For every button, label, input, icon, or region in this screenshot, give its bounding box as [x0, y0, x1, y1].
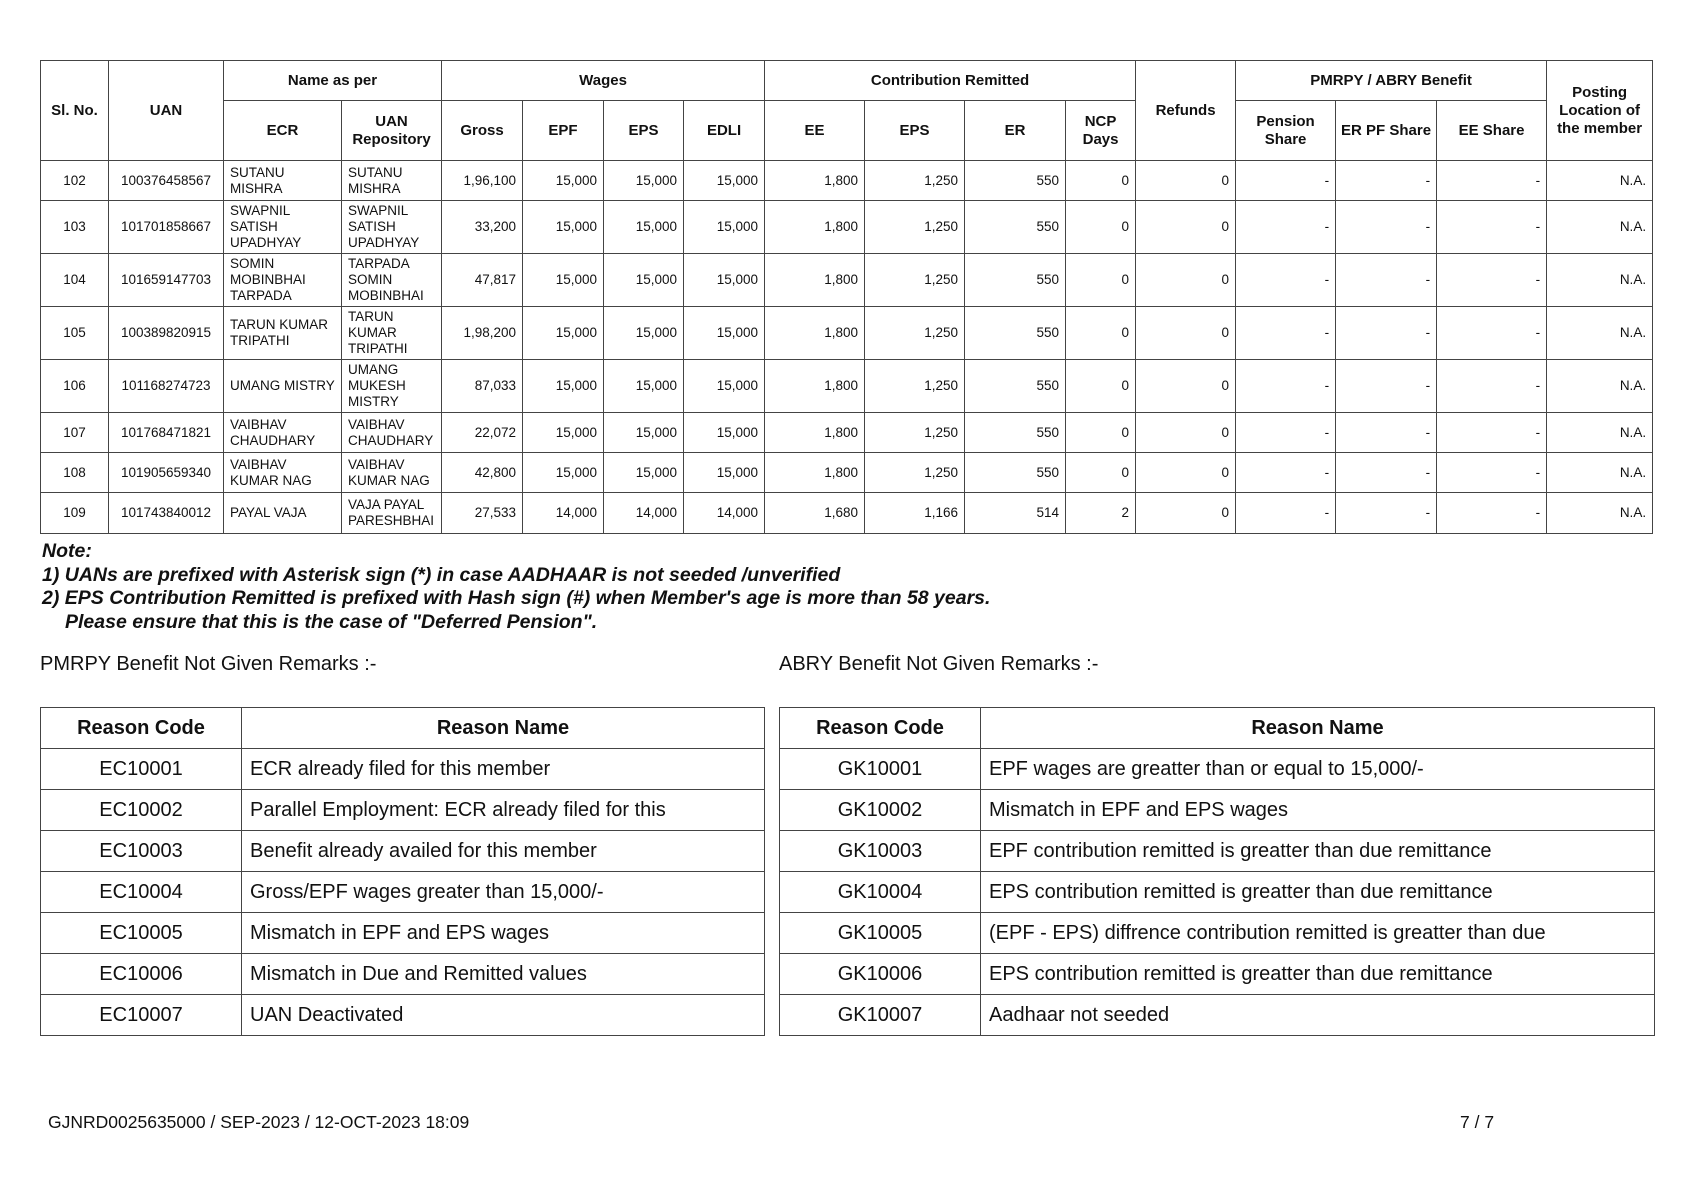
cell-refunds: 0	[1136, 413, 1236, 453]
cell-reason-name: EPS contribution remitted is greatter than due remittance	[981, 872, 1655, 913]
cell-gross: 42,800	[442, 453, 523, 493]
header-pension-share: Pension Share	[1236, 101, 1336, 161]
table-row	[41, 872, 765, 913]
cell-epf-wages: 15,000	[523, 307, 604, 360]
table-row	[41, 749, 765, 790]
cell-edli-wages: 15,000	[684, 161, 765, 201]
cell-posting-location: N.A.	[1547, 161, 1653, 201]
header-er: ER	[965, 101, 1066, 161]
cell-uan: 101768471821	[109, 413, 224, 453]
cell-er-pf-share: -	[1336, 201, 1437, 254]
cell-epf-wages: 15,000	[523, 413, 604, 453]
table-row	[41, 161, 1653, 201]
cell-er-pf-share: -	[1336, 161, 1437, 201]
cell-reason-name: EPF wages are greatter than or equal to 15,000/-	[981, 749, 1655, 790]
header-pmrpy-abry-benefit: PMRPY / ABRY Benefit	[1236, 61, 1547, 101]
cell-reason-name: EPF contribution remitted is greatter than due remittance	[981, 831, 1655, 872]
cell-pension-share: -	[1236, 413, 1336, 453]
header-uan-repository: UAN Repository	[342, 101, 442, 161]
table-row	[41, 913, 765, 954]
cell-edli-wages: 15,000	[684, 201, 765, 254]
cell-ee-share: -	[1437, 161, 1547, 201]
cell-pension-share: -	[1236, 201, 1336, 254]
cell-reason-code: GK10005	[780, 913, 981, 954]
cell-posting-location: N.A.	[1547, 493, 1653, 534]
abry-reason-table	[779, 707, 1655, 1036]
cell-er: 550	[965, 201, 1066, 254]
cell-name-ecr: SOMIN MOBINBHAI TARPADA	[224, 254, 342, 307]
header-name-as-per: Name as per	[224, 61, 442, 101]
cell-name-ecr: PAYAL VAJA	[224, 493, 342, 534]
cell-reason-code: EC10006	[41, 954, 242, 995]
cell-ee-share: -	[1437, 254, 1547, 307]
cell-er-pf-share: -	[1336, 493, 1437, 534]
header-gross: Gross	[442, 101, 523, 161]
cell-reason-code: GK10002	[780, 790, 981, 831]
header-eps-contribution: EPS	[865, 101, 965, 161]
header-eps-wages: EPS	[604, 101, 684, 161]
cell-ee: 1,800	[765, 307, 865, 360]
cell-eps-contribution: 1,250	[865, 307, 965, 360]
cell-sl-no: 108	[41, 453, 109, 493]
cell-refunds: 0	[1136, 493, 1236, 534]
cell-edli-wages: 15,000	[684, 413, 765, 453]
cell-ee: 1,800	[765, 201, 865, 254]
cell-eps-wages: 15,000	[604, 307, 684, 360]
cell-posting-location: N.A.	[1547, 201, 1653, 254]
table-row	[780, 831, 1655, 872]
cell-reason-name: ECR already filed for this member	[242, 749, 765, 790]
cell-refunds: 0	[1136, 254, 1236, 307]
cell-ncp-days: 2	[1066, 493, 1136, 534]
cell-name-uan-repository: VAJA PAYAL PARESHBHAI	[342, 493, 442, 534]
notes-section	[42, 540, 990, 634]
cell-reason-name: EPS contribution remitted is greatter than due remittance	[981, 954, 1655, 995]
cell-uan: 100389820915	[109, 307, 224, 360]
header-reason-code: Reason Code	[41, 708, 242, 749]
page-number: 7 / 7	[1460, 1112, 1495, 1132]
header-refunds: Refunds	[1136, 61, 1236, 161]
cell-ee-share: -	[1437, 201, 1547, 254]
cell-eps-wages: 15,000	[604, 413, 684, 453]
table-header-row	[41, 708, 765, 749]
cell-eps-contribution: 1,250	[865, 360, 965, 413]
table-row	[780, 872, 1655, 913]
cell-name-ecr: SWAPNIL SATISH UPADHYAY	[224, 201, 342, 254]
cell-er: 550	[965, 360, 1066, 413]
cell-epf-wages: 15,000	[523, 201, 604, 254]
header-reason-code: Reason Code	[780, 708, 981, 749]
pmrpy-reason-table	[40, 707, 765, 1036]
table-row	[780, 995, 1655, 1036]
cell-reason-name: Aadhaar not seeded	[981, 995, 1655, 1036]
cell-edli-wages: 14,000	[684, 493, 765, 534]
cell-ee-share: -	[1437, 413, 1547, 453]
cell-reason-name: Mismatch in Due and Remitted values	[242, 954, 765, 995]
cell-ee-share: -	[1437, 493, 1547, 534]
cell-ee: 1,800	[765, 254, 865, 307]
cell-name-ecr: VAIBHAV CHAUDHARY	[224, 413, 342, 453]
cell-ncp-days: 0	[1066, 360, 1136, 413]
cell-posting-location: N.A.	[1547, 307, 1653, 360]
cell-pension-share: -	[1236, 161, 1336, 201]
table-row	[41, 254, 1653, 307]
table-row	[41, 413, 1653, 453]
cell-pension-share: -	[1236, 360, 1336, 413]
table-row	[41, 201, 1653, 254]
cell-gross: 1,96,100	[442, 161, 523, 201]
cell-sl-no: 104	[41, 254, 109, 307]
table-row	[41, 790, 765, 831]
cell-er: 550	[965, 307, 1066, 360]
cell-refunds: 0	[1136, 453, 1236, 493]
cell-ncp-days: 0	[1066, 307, 1136, 360]
cell-edli-wages: 15,000	[684, 360, 765, 413]
cell-refunds: 0	[1136, 307, 1236, 360]
cell-eps-wages: 14,000	[604, 493, 684, 534]
cell-ee: 1,680	[765, 493, 865, 534]
cell-reason-name: UAN Deactivated	[242, 995, 765, 1036]
cell-sl-no: 109	[41, 493, 109, 534]
cell-uan: 101701858667	[109, 201, 224, 254]
cell-uan: 101905659340	[109, 453, 224, 493]
cell-ee: 1,800	[765, 161, 865, 201]
cell-posting-location: N.A.	[1547, 360, 1653, 413]
cell-epf-wages: 15,000	[523, 360, 604, 413]
header-uan: UAN	[109, 61, 224, 161]
cell-sl-no: 107	[41, 413, 109, 453]
cell-ee: 1,800	[765, 453, 865, 493]
table-header-row	[780, 708, 1655, 749]
cell-epf-wages: 15,000	[523, 161, 604, 201]
cell-posting-location: N.A.	[1547, 453, 1653, 493]
table-row	[780, 913, 1655, 954]
cell-reason-name: Gross/EPF wages greater than 15,000/-	[242, 872, 765, 913]
table-row	[780, 749, 1655, 790]
cell-name-ecr: UMANG MISTRY	[224, 360, 342, 413]
cell-reason-name: Mismatch in EPF and EPS wages	[981, 790, 1655, 831]
cell-ncp-days: 0	[1066, 453, 1136, 493]
cell-reason-name: (EPF - EPS) diffrence contribution remitted is greatter than due	[981, 913, 1655, 954]
header-sl-no: Sl. No.	[41, 61, 109, 161]
pmrpy-remarks-label: PMRPY Benefit Not Given Remarks :-	[40, 653, 377, 675]
cell-er-pf-share: -	[1336, 254, 1437, 307]
table-row	[780, 954, 1655, 995]
cell-reason-code: EC10001	[41, 749, 242, 790]
cell-ee: 1,800	[765, 360, 865, 413]
cell-epf-wages: 15,000	[523, 453, 604, 493]
ecr-contribution-table	[40, 60, 1653, 534]
header-edli: EDLI	[684, 101, 765, 161]
cell-uan: 100376458567	[109, 161, 224, 201]
cell-reason-code: EC10002	[41, 790, 242, 831]
cell-reason-code: EC10005	[41, 913, 242, 954]
table-row	[41, 453, 1653, 493]
table-row	[41, 831, 765, 872]
cell-refunds: 0	[1136, 201, 1236, 254]
cell-eps-contribution: 1,166	[865, 493, 965, 534]
cell-reason-name: Parallel Employment: ECR already filed for this	[242, 790, 765, 831]
cell-er: 550	[965, 413, 1066, 453]
cell-edli-wages: 15,000	[684, 307, 765, 360]
cell-er: 550	[965, 453, 1066, 493]
cell-edli-wages: 15,000	[684, 254, 765, 307]
table-row	[41, 360, 1653, 413]
table-row	[41, 954, 765, 995]
cell-name-uan-repository: UMANG MUKESH MISTRY	[342, 360, 442, 413]
cell-name-uan-repository: VAIBHAV KUMAR NAG	[342, 453, 442, 493]
header-ee-share: EE Share	[1437, 101, 1547, 161]
notes-title: Note:	[42, 540, 92, 562]
cell-sl-no: 103	[41, 201, 109, 254]
cell-ncp-days: 0	[1066, 161, 1136, 201]
cell-refunds: 0	[1136, 161, 1236, 201]
table-row	[41, 995, 765, 1036]
cell-eps-wages: 15,000	[604, 201, 684, 254]
cell-er: 550	[965, 161, 1066, 201]
header-posting-location: Posting Location of the member	[1547, 61, 1653, 161]
cell-refunds: 0	[1136, 360, 1236, 413]
cell-ncp-days: 0	[1066, 201, 1136, 254]
cell-name-uan-repository: VAIBHAV CHAUDHARY	[342, 413, 442, 453]
cell-sl-no: 106	[41, 360, 109, 413]
cell-reason-code: EC10003	[41, 831, 242, 872]
cell-name-uan-repository: SUTANU MISHRA	[342, 161, 442, 201]
cell-name-uan-repository: TARPADA SOMIN MOBINBHAI	[342, 254, 442, 307]
cell-er: 514	[965, 493, 1066, 534]
cell-uan: 101659147703	[109, 254, 224, 307]
cell-reason-code: GK10003	[780, 831, 981, 872]
cell-reason-code: GK10004	[780, 872, 981, 913]
cell-ncp-days: 0	[1066, 254, 1136, 307]
cell-name-ecr: VAIBHAV KUMAR NAG	[224, 453, 342, 493]
cell-reason-code: GK10007	[780, 995, 981, 1036]
cell-ee-share: -	[1437, 307, 1547, 360]
cell-er-pf-share: -	[1336, 453, 1437, 493]
cell-reason-code: EC10004	[41, 872, 242, 913]
header-ecr: ECR	[224, 101, 342, 161]
cell-er: 550	[965, 254, 1066, 307]
note-line-1: 1) UANs are prefixed with Asterisk sign (*) in case AADHAAR is not seeded /unverified	[42, 563, 841, 586]
cell-eps-wages: 15,000	[604, 360, 684, 413]
cell-ee: 1,800	[765, 413, 865, 453]
cell-pension-share: -	[1236, 453, 1336, 493]
cell-eps-wages: 15,000	[604, 161, 684, 201]
cell-uan: 101168274723	[109, 360, 224, 413]
footer-reference: GJNRD0025635000 / SEP-2023 / 12-OCT-2023 18:09	[48, 1112, 470, 1132]
cell-name-uan-repository: SWAPNIL SATISH UPADHYAY	[342, 201, 442, 254]
cell-gross: 22,072	[442, 413, 523, 453]
cell-reason-name: Mismatch in EPF and EPS wages	[242, 913, 765, 954]
table-row	[41, 307, 1653, 360]
cell-gross: 1,98,200	[442, 307, 523, 360]
cell-er-pf-share: -	[1336, 413, 1437, 453]
cell-name-uan-repository: TARUN KUMAR TRIPATHI	[342, 307, 442, 360]
cell-eps-wages: 15,000	[604, 453, 684, 493]
cell-reason-code: GK10006	[780, 954, 981, 995]
cell-eps-wages: 15,000	[604, 254, 684, 307]
cell-pension-share: -	[1236, 493, 1336, 534]
cell-uan: 101743840012	[109, 493, 224, 534]
cell-ncp-days: 0	[1066, 413, 1136, 453]
cell-epf-wages: 15,000	[523, 254, 604, 307]
header-ee: EE	[765, 101, 865, 161]
note-line-2: 2) EPS Contribution Remitted is prefixed with Hash sign (#) when Member's age is more than 58 years.	[42, 587, 991, 609]
cell-pension-share: -	[1236, 254, 1336, 307]
cell-sl-no: 102	[41, 161, 109, 201]
cell-er-pf-share: -	[1336, 360, 1437, 413]
cell-eps-contribution: 1,250	[865, 201, 965, 254]
cell-posting-location: N.A.	[1547, 413, 1653, 453]
header-wages: Wages	[442, 61, 765, 101]
abry-remarks-label: ABRY Benefit Not Given Remarks :-	[779, 653, 1099, 675]
header-contribution-remitted: Contribution Remitted	[765, 61, 1136, 101]
header-epf: EPF	[523, 101, 604, 161]
cell-gross: 47,817	[442, 254, 523, 307]
cell-gross: 27,533	[442, 493, 523, 534]
ecr-table-header	[41, 61, 1653, 161]
cell-pension-share: -	[1236, 307, 1336, 360]
cell-eps-contribution: 1,250	[865, 254, 965, 307]
cell-gross: 33,200	[442, 201, 523, 254]
cell-reason-code: EC10007	[41, 995, 242, 1036]
cell-ee-share: -	[1437, 453, 1547, 493]
cell-edli-wages: 15,000	[684, 453, 765, 493]
cell-eps-contribution: 1,250	[865, 453, 965, 493]
note-line-3: Please ensure that this is the case of "Deferred Pension".	[65, 610, 598, 633]
header-reason-name: Reason Name	[242, 708, 765, 749]
cell-er-pf-share: -	[1336, 307, 1437, 360]
table-row	[780, 790, 1655, 831]
cell-epf-wages: 14,000	[523, 493, 604, 534]
cell-name-ecr: SUTANU MISHRA	[224, 161, 342, 201]
cell-eps-contribution: 1,250	[865, 161, 965, 201]
cell-gross: 87,033	[442, 360, 523, 413]
cell-ee-share: -	[1437, 360, 1547, 413]
header-reason-name: Reason Name	[981, 708, 1655, 749]
cell-name-ecr: TARUN KUMAR TRIPATHI	[224, 307, 342, 360]
table-row	[41, 493, 1653, 534]
cell-reason-code: GK10001	[780, 749, 981, 790]
cell-reason-name: Benefit already availed for this member	[242, 831, 765, 872]
cell-sl-no: 105	[41, 307, 109, 360]
cell-eps-contribution: 1,250	[865, 413, 965, 453]
header-ncp-days: NCP Days	[1066, 101, 1136, 161]
header-er-pf-share: ER PF Share	[1336, 101, 1437, 161]
cell-posting-location: N.A.	[1547, 254, 1653, 307]
